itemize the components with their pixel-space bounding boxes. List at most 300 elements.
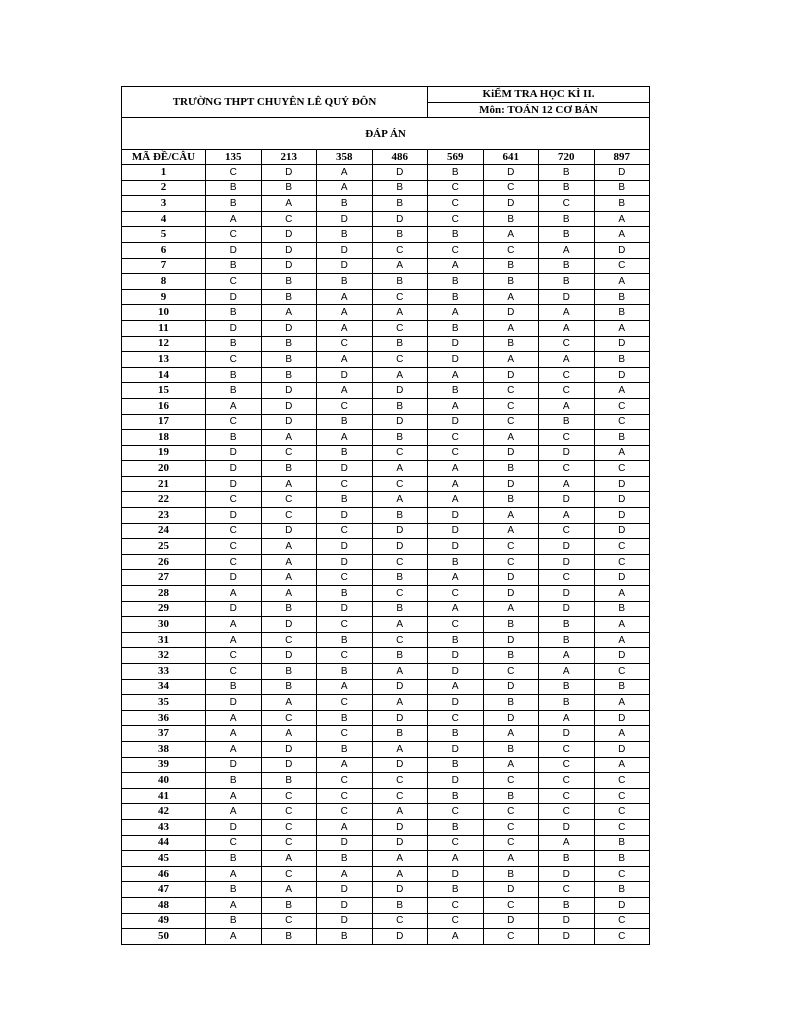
answer-cell: B <box>317 851 373 867</box>
answer-cell: D <box>206 289 262 305</box>
answer-cell: C <box>317 804 373 820</box>
answer-cell: C <box>594 773 650 789</box>
answer-cell: A <box>261 882 317 898</box>
answer-cell: A <box>372 305 428 321</box>
answer-cell: B <box>483 695 539 711</box>
answer-cell: A <box>428 367 484 383</box>
answer-cell: A <box>483 227 539 243</box>
answer-cell: C <box>372 632 428 648</box>
answer-cell: B <box>428 274 484 290</box>
answer-cell: C <box>428 180 484 196</box>
exam-code-header: 358 <box>317 150 373 165</box>
answer-cell: D <box>594 741 650 757</box>
answer-cell: B <box>428 227 484 243</box>
answer-cell: C <box>483 554 539 570</box>
answer-cell: A <box>483 726 539 742</box>
table-row <box>122 352 650 368</box>
answer-cell: B <box>206 383 262 399</box>
answer-cell: B <box>372 570 428 586</box>
answer-cell: C <box>594 539 650 555</box>
question-number: 45 <box>122 851 206 867</box>
table-row <box>122 492 650 508</box>
answer-cell: A <box>261 539 317 555</box>
answer-cell: C <box>206 648 262 664</box>
answer-cell: D <box>261 258 317 274</box>
answer-cell: A <box>206 617 262 633</box>
answer-cell: B <box>483 788 539 804</box>
answer-cell: A <box>539 710 595 726</box>
answer-cell: B <box>372 336 428 352</box>
question-number: 47 <box>122 882 206 898</box>
answer-cell: C <box>539 367 595 383</box>
answer-cell: C <box>428 897 484 913</box>
answer-cell: D <box>594 492 650 508</box>
question-number: 17 <box>122 414 206 430</box>
answer-cell: B <box>372 897 428 913</box>
answer-cell: D <box>539 913 595 929</box>
question-number: 32 <box>122 648 206 664</box>
answer-cell: D <box>206 476 262 492</box>
answer-cell: B <box>428 165 484 181</box>
answer-cell: B <box>483 866 539 882</box>
answer-cell: A <box>539 320 595 336</box>
answer-cell: A <box>317 866 373 882</box>
answer-cell: A <box>594 726 650 742</box>
answer-cell: A <box>594 695 650 711</box>
exam-title: KiỂM TRA HỌC KÌ II. <box>428 87 650 103</box>
answer-cell: C <box>261 508 317 524</box>
answer-cell: D <box>483 196 539 212</box>
answer-cell: C <box>428 586 484 602</box>
question-number: 10 <box>122 305 206 321</box>
answer-cell: A <box>539 398 595 414</box>
answer-cell: B <box>372 274 428 290</box>
table-row <box>122 617 650 633</box>
answer-cell: D <box>483 679 539 695</box>
answer-cell: D <box>317 601 373 617</box>
answer-cell: B <box>317 710 373 726</box>
answer-cell: C <box>539 788 595 804</box>
answer-cell: D <box>317 835 373 851</box>
table-row <box>122 414 650 430</box>
answer-cell: D <box>206 445 262 461</box>
answer-cell: C <box>428 211 484 227</box>
question-number: 39 <box>122 757 206 773</box>
answer-cell: A <box>317 320 373 336</box>
answer-cell: B <box>594 352 650 368</box>
answer-cell: D <box>372 929 428 945</box>
answer-cell: C <box>317 398 373 414</box>
answer-cell: B <box>483 274 539 290</box>
question-number: 35 <box>122 695 206 711</box>
answer-cell: C <box>594 788 650 804</box>
answer-cell: B <box>539 617 595 633</box>
answer-cell: A <box>594 383 650 399</box>
answer-cell: C <box>483 383 539 399</box>
answer-cell: D <box>372 757 428 773</box>
answer-cell: A <box>483 320 539 336</box>
answer-cell: B <box>261 773 317 789</box>
answer-cell: D <box>206 819 262 835</box>
answer-cell: D <box>539 492 595 508</box>
answer-cell: A <box>372 851 428 867</box>
table-row <box>122 305 650 321</box>
question-number: 42 <box>122 804 206 820</box>
table-row <box>122 788 650 804</box>
answer-cell: D <box>594 476 650 492</box>
answer-cell: B <box>206 773 262 789</box>
answer-cell: D <box>428 336 484 352</box>
answer-cell: B <box>317 929 373 945</box>
answer-cell: B <box>539 679 595 695</box>
question-number: 2 <box>122 180 206 196</box>
answer-cell: A <box>594 445 650 461</box>
answer-cell: B <box>539 211 595 227</box>
answer-cell: B <box>317 632 373 648</box>
table-row <box>122 211 650 227</box>
answer-cell: A <box>317 679 373 695</box>
answer-cell: D <box>317 882 373 898</box>
answer-cell: C <box>206 414 262 430</box>
answer-cell: A <box>206 586 262 602</box>
answer-cell: A <box>206 866 262 882</box>
answer-cell: A <box>539 835 595 851</box>
table-row <box>122 430 650 446</box>
answer-cell: C <box>261 632 317 648</box>
answer-cell: D <box>483 586 539 602</box>
answer-rows <box>122 165 650 945</box>
answer-cell: C <box>261 710 317 726</box>
answer-cell: D <box>483 913 539 929</box>
question-number: 9 <box>122 289 206 305</box>
answer-cell: B <box>206 196 262 212</box>
answer-cell: D <box>261 398 317 414</box>
answer-cell: C <box>317 773 373 789</box>
answer-cell: D <box>317 367 373 383</box>
answer-cell: B <box>594 305 650 321</box>
answer-cell: A <box>594 227 650 243</box>
table-row <box>122 819 650 835</box>
answer-cell: D <box>483 305 539 321</box>
question-number: 1 <box>122 165 206 181</box>
answer-cell: C <box>594 804 650 820</box>
table-row <box>122 196 650 212</box>
answer-cell: C <box>261 492 317 508</box>
answer-cell: C <box>206 352 262 368</box>
answer-cell: A <box>372 741 428 757</box>
question-number: 3 <box>122 196 206 212</box>
answer-cell: A <box>483 289 539 305</box>
answer-cell: B <box>261 274 317 290</box>
answer-cell: C <box>372 242 428 258</box>
answer-cell: D <box>261 617 317 633</box>
answer-cell: D <box>483 632 539 648</box>
answer-cell: A <box>539 352 595 368</box>
question-number: 25 <box>122 539 206 555</box>
answer-cell: B <box>317 274 373 290</box>
question-number: 18 <box>122 430 206 446</box>
answer-cell: A <box>261 695 317 711</box>
answer-cell: B <box>261 897 317 913</box>
answer-cell: D <box>372 679 428 695</box>
answer-cell: C <box>261 788 317 804</box>
answer-cell: B <box>539 274 595 290</box>
answer-cell: B <box>483 461 539 477</box>
answer-cell: D <box>539 586 595 602</box>
answer-cell: C <box>317 726 373 742</box>
question-number: 24 <box>122 523 206 539</box>
question-number: 33 <box>122 664 206 680</box>
answer-cell: C <box>317 523 373 539</box>
question-number: 11 <box>122 320 206 336</box>
answer-cell: C <box>594 258 650 274</box>
answer-cell: D <box>372 414 428 430</box>
answer-cell: D <box>539 819 595 835</box>
answer-cell: D <box>261 757 317 773</box>
answer-cell: A <box>539 648 595 664</box>
answer-cell: D <box>317 897 373 913</box>
answer-cell: A <box>483 523 539 539</box>
answer-cell: D <box>317 539 373 555</box>
answer-cell: C <box>261 913 317 929</box>
answer-cell: D <box>428 352 484 368</box>
answer-cell: B <box>594 601 650 617</box>
exam-code-header: 720 <box>539 150 595 165</box>
answer-cell: C <box>539 804 595 820</box>
answer-cell: A <box>317 180 373 196</box>
table-row <box>122 882 650 898</box>
answer-cell: C <box>594 929 650 945</box>
answer-cell: A <box>261 476 317 492</box>
question-number: 21 <box>122 476 206 492</box>
answer-cell: C <box>428 430 484 446</box>
question-number: 15 <box>122 383 206 399</box>
table-row <box>122 165 650 181</box>
question-number: 50 <box>122 929 206 945</box>
answer-cell: B <box>261 289 317 305</box>
answer-cell: A <box>428 398 484 414</box>
exam-subject: Môn: TOÁN 12 CƠ BẢN <box>428 102 650 118</box>
corner-label: MÃ ĐỀ/CÂU <box>122 150 206 165</box>
answer-cell: D <box>372 383 428 399</box>
question-number: 44 <box>122 835 206 851</box>
question-number: 38 <box>122 741 206 757</box>
answer-cell: C <box>261 835 317 851</box>
answer-cell: B <box>539 695 595 711</box>
answer-cell: B <box>317 227 373 243</box>
table-row <box>122 866 650 882</box>
answer-key-sheet <box>121 86 649 945</box>
question-number: 27 <box>122 570 206 586</box>
table-row <box>122 320 650 336</box>
answer-cell: A <box>428 492 484 508</box>
answer-cell: D <box>428 648 484 664</box>
answer-cell: C <box>539 882 595 898</box>
answer-cell: C <box>261 804 317 820</box>
answer-cell: B <box>261 336 317 352</box>
question-number: 5 <box>122 227 206 243</box>
answer-cell: B <box>428 554 484 570</box>
answer-cell: B <box>206 305 262 321</box>
answer-cell: A <box>428 601 484 617</box>
answer-cell: B <box>428 819 484 835</box>
answer-cell: A <box>428 461 484 477</box>
answer-cell: A <box>372 617 428 633</box>
answer-cell: C <box>372 773 428 789</box>
answer-cell: A <box>483 851 539 867</box>
question-number: 43 <box>122 819 206 835</box>
answer-cell: C <box>483 773 539 789</box>
answer-cell: C <box>206 539 262 555</box>
answer-cell: A <box>539 476 595 492</box>
answer-cell: C <box>539 523 595 539</box>
answer-cell: C <box>206 554 262 570</box>
answer-cell: D <box>483 710 539 726</box>
answer-cell: B <box>594 835 650 851</box>
answer-cell: D <box>261 741 317 757</box>
answer-cell: B <box>539 258 595 274</box>
answer-cell: D <box>428 523 484 539</box>
answer-cell: A <box>317 819 373 835</box>
answer-cell: D <box>539 445 595 461</box>
answer-cell: D <box>206 242 262 258</box>
table-row <box>122 851 650 867</box>
answer-cell: D <box>428 695 484 711</box>
answer-cell: B <box>372 726 428 742</box>
question-number: 16 <box>122 398 206 414</box>
answer-cell: B <box>539 851 595 867</box>
answer-cell: D <box>594 165 650 181</box>
answer-cell: A <box>372 664 428 680</box>
answer-cell: D <box>428 741 484 757</box>
answer-cell: B <box>372 180 428 196</box>
answer-cell: C <box>372 476 428 492</box>
answer-cell: D <box>539 601 595 617</box>
answer-cell: D <box>539 554 595 570</box>
answer-cell: C <box>483 929 539 945</box>
table-row <box>122 180 650 196</box>
answer-cell: C <box>372 586 428 602</box>
table-row <box>122 664 650 680</box>
question-number: 6 <box>122 242 206 258</box>
answer-cell: A <box>206 211 262 227</box>
answer-cell: C <box>206 227 262 243</box>
table-row <box>122 929 650 945</box>
answer-cell: A <box>483 508 539 524</box>
answer-cell: C <box>428 242 484 258</box>
answer-cell: A <box>206 804 262 820</box>
answer-cell: B <box>261 461 317 477</box>
answer-cell: D <box>372 523 428 539</box>
answer-cell: D <box>483 882 539 898</box>
answer-cell: B <box>539 632 595 648</box>
answer-cell: C <box>372 320 428 336</box>
answer-cell: D <box>317 242 373 258</box>
answer-cell: A <box>317 430 373 446</box>
answer-cell: C <box>539 336 595 352</box>
answer-cell: D <box>317 554 373 570</box>
question-number: 48 <box>122 897 206 913</box>
answer-cell: A <box>206 788 262 804</box>
answer-cell: D <box>206 461 262 477</box>
question-number: 29 <box>122 601 206 617</box>
answer-cell: D <box>372 835 428 851</box>
answer-cell: C <box>261 445 317 461</box>
question-number: 36 <box>122 710 206 726</box>
answer-cell: B <box>483 211 539 227</box>
answer-cell: B <box>206 913 262 929</box>
answer-cell: A <box>206 897 262 913</box>
answer-cell: A <box>206 398 262 414</box>
table-row <box>122 835 650 851</box>
answer-cell: B <box>594 679 650 695</box>
answer-cell: A <box>428 305 484 321</box>
answer-cell: D <box>594 710 650 726</box>
question-number: 28 <box>122 586 206 602</box>
answer-cell: D <box>539 289 595 305</box>
answer-cell: D <box>483 476 539 492</box>
answer-cell: C <box>206 492 262 508</box>
answer-cell: A <box>428 476 484 492</box>
answer-cell: A <box>317 383 373 399</box>
answer-cell: C <box>539 461 595 477</box>
answer-cell: C <box>261 819 317 835</box>
answer-cell: A <box>372 866 428 882</box>
answer-cell: B <box>317 196 373 212</box>
table-row <box>122 289 650 305</box>
answer-cell: A <box>594 617 650 633</box>
answer-cell: A <box>317 352 373 368</box>
table-row <box>122 508 650 524</box>
answer-cell: C <box>206 664 262 680</box>
question-number: 41 <box>122 788 206 804</box>
answer-cell: B <box>372 648 428 664</box>
answer-cell: D <box>483 445 539 461</box>
answer-cell: C <box>539 773 595 789</box>
table-row <box>122 897 650 913</box>
answer-cell: A <box>317 305 373 321</box>
answer-cell: D <box>372 211 428 227</box>
answer-cell: B <box>372 398 428 414</box>
exam-code-header: 641 <box>483 150 539 165</box>
answer-cell: B <box>594 430 650 446</box>
answer-cell: C <box>539 741 595 757</box>
header-table <box>121 86 650 118</box>
answer-cell: A <box>206 929 262 945</box>
table-row <box>122 539 650 555</box>
answer-cell: B <box>317 492 373 508</box>
table-row <box>122 632 650 648</box>
answer-cell: C <box>483 180 539 196</box>
table-row <box>122 476 650 492</box>
table-row <box>122 523 650 539</box>
answer-cell: C <box>206 165 262 181</box>
table-row <box>122 913 650 929</box>
answer-cell: A <box>372 804 428 820</box>
table-row <box>122 757 650 773</box>
answer-cell: B <box>594 180 650 196</box>
question-number: 37 <box>122 726 206 742</box>
answer-cell: A <box>483 352 539 368</box>
answer-cell: A <box>428 929 484 945</box>
answer-cell: C <box>317 476 373 492</box>
answer-cell: C <box>483 398 539 414</box>
answer-cell: D <box>594 570 650 586</box>
answer-cell: B <box>428 882 484 898</box>
table-row <box>122 367 650 383</box>
answer-cell: D <box>206 695 262 711</box>
answer-cell: B <box>428 289 484 305</box>
